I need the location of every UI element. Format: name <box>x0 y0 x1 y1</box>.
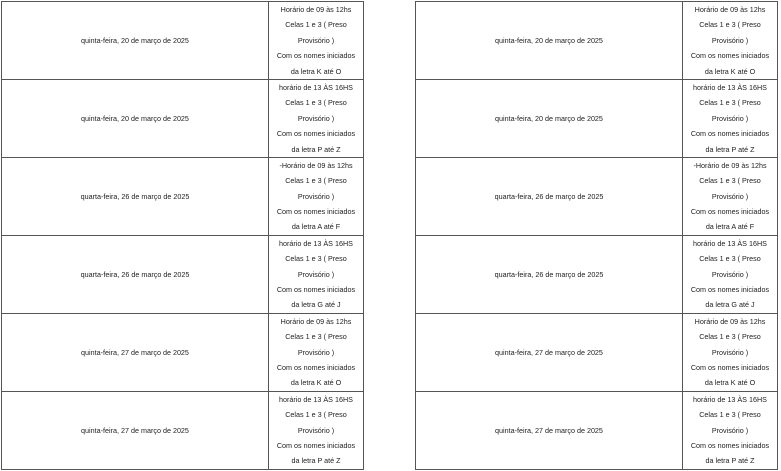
visit-info-line: -Horário de 09 às 12hs <box>279 160 353 170</box>
visit-info-line: Horário de 09 às 12hs <box>694 5 766 14</box>
visit-info-line: Celas 1 e 3 ( Preso <box>699 176 761 186</box>
schedule-row <box>416 79 778 157</box>
visit-date: quinta-feira, 27 de março de 2025 <box>2 313 269 391</box>
visit-date: quinta-feira, 27 de março de 2025 <box>2 391 269 469</box>
visit-info-line: Com os nomes iniciados <box>690 440 770 450</box>
visit-info-line: da letra K até O <box>290 378 342 388</box>
visit-date: quinta-feira, 20 de março de 2025 <box>2 79 269 157</box>
visit-info-line: Com os nomes iniciados <box>690 207 770 217</box>
visit-info-line: Horário de 09 às 12hs <box>280 5 352 14</box>
visit-date: quarta-feira, 26 de março de 2025 <box>416 235 683 313</box>
visit-info <box>683 313 778 391</box>
visit-date: quinta-feira, 20 de março de 2025 <box>416 2 683 80</box>
visit-info <box>269 79 364 157</box>
visit-info <box>269 157 364 235</box>
visit-info-line: Celas 1 e 3 ( Preso <box>699 410 761 420</box>
visit-info-line: Provisório ) <box>711 35 749 45</box>
visit-info-line: da letra A até F <box>291 222 341 232</box>
schedule-row <box>416 157 778 235</box>
visit-info <box>683 235 778 313</box>
visit-info-line: Provisório ) <box>297 347 335 357</box>
visit-info-line: Provisório ) <box>711 347 749 357</box>
visit-info-line: da letra G até J <box>705 300 755 310</box>
schedule-row <box>2 235 364 313</box>
visit-info-line: horário de 13 ÀS 16HS <box>279 82 353 92</box>
visit-info-line: Celas 1 e 3 ( Preso <box>699 20 761 30</box>
visit-info-line: da letra K até O <box>290 66 342 76</box>
visit-info-line: Provisório ) <box>711 113 749 123</box>
visit-info-line: Provisório ) <box>297 35 335 45</box>
visit-info-line: Celas 1 e 3 ( Preso <box>699 254 761 264</box>
visit-info-line: Com os nomes iniciados <box>276 207 356 217</box>
visit-info-line: da letra G até J <box>291 300 341 310</box>
visit-info <box>269 313 364 391</box>
visit-info-line: Com os nomes iniciados <box>690 129 770 139</box>
schedule-table-body <box>2 2 364 470</box>
visit-info-line: -Horário de 09 às 12hs <box>693 160 767 170</box>
visit-date: quarta-feira, 26 de março de 2025 <box>2 235 269 313</box>
visit-info <box>269 2 364 80</box>
visit-info-line: Horário de 09 às 12hs <box>280 316 352 326</box>
visit-info-line: Celas 1 e 3 ( Preso <box>699 332 761 342</box>
visit-info-line: Provisório ) <box>297 191 335 201</box>
visit-info-line: Com os nomes iniciados <box>276 129 356 139</box>
visit-info <box>683 157 778 235</box>
visit-info-line: Provisório ) <box>711 425 749 435</box>
visit-date: quarta-feira, 26 de março de 2025 <box>416 157 683 235</box>
visit-info-line: Com os nomes iniciados <box>276 362 356 372</box>
visit-info-line: Provisório ) <box>297 269 335 279</box>
visit-date: quinta-feira, 27 de março de 2025 <box>416 391 683 469</box>
visit-info-line: horário de 13 ÀS 16HS <box>279 394 353 404</box>
visit-info-line: Provisório ) <box>711 191 749 201</box>
visit-info-line: Provisório ) <box>297 113 335 123</box>
visit-info <box>683 391 778 469</box>
visit-info-line: Celas 1 e 3 ( Preso <box>285 176 347 186</box>
schedule-row <box>2 391 364 469</box>
visit-info <box>269 391 364 469</box>
visit-info-line: da letra P até Z <box>705 456 755 466</box>
visit-info-line: Com os nomes iniciados <box>690 51 770 61</box>
visit-info-line: Celas 1 e 3 ( Preso <box>285 98 347 108</box>
visit-info-line: da letra K até O <box>704 378 756 388</box>
visit-info-line: Com os nomes iniciados <box>690 285 770 295</box>
schedule-table-right <box>415 1 778 470</box>
visit-date: quinta-feira, 20 de março de 2025 <box>416 79 683 157</box>
visit-info-line: Com os nomes iniciados <box>276 285 356 295</box>
schedule-table-left <box>1 1 364 470</box>
visit-info-line: horário de 13 ÀS 16HS <box>693 394 767 404</box>
schedule-row <box>2 79 364 157</box>
visit-info-line: horário de 13 ÀS 16HS <box>279 238 353 248</box>
visit-info-line: Celas 1 e 3 ( Preso <box>285 332 347 342</box>
visit-info-line: Com os nomes iniciados <box>690 362 770 372</box>
visit-info-line: horário de 13 ÀS 16HS <box>693 238 767 248</box>
visit-date: quarta-feira, 26 de março de 2025 <box>2 157 269 235</box>
schedule-row <box>2 157 364 235</box>
visit-info-line: Celas 1 e 3 ( Preso <box>285 254 347 264</box>
visit-info-line: da letra K até O <box>704 66 756 76</box>
visit-info-line: Com os nomes iniciados <box>276 440 356 450</box>
visit-info <box>683 79 778 157</box>
visit-info <box>683 2 778 80</box>
schedule-row <box>2 2 364 80</box>
visit-info-line: horário de 13 ÀS 16HS <box>693 82 767 92</box>
schedule-table-body <box>416 2 778 470</box>
visit-date: quinta-feira, 27 de março de 2025 <box>416 313 683 391</box>
visit-info-line: da letra P até Z <box>291 144 341 154</box>
visit-info-line: Celas 1 e 3 ( Preso <box>699 98 761 108</box>
schedule-row <box>416 235 778 313</box>
visit-info-line: da letra P até Z <box>705 144 755 154</box>
visit-info-line: Horário de 09 às 12hs <box>694 316 766 326</box>
visit-info-line: Celas 1 e 3 ( Preso <box>285 410 347 420</box>
schedule-row <box>416 2 778 80</box>
visit-info-line: Provisório ) <box>711 269 749 279</box>
visit-info-line: Provisório ) <box>297 425 335 435</box>
visit-info-line: Com os nomes iniciados <box>276 51 356 61</box>
visit-info-line: da letra P até Z <box>291 456 341 466</box>
visit-info <box>269 235 364 313</box>
schedule-row <box>2 313 364 391</box>
visit-info-line: Celas 1 e 3 ( Preso <box>285 20 347 30</box>
schedule-row <box>416 313 778 391</box>
schedule-row <box>416 391 778 469</box>
visit-info-line: da letra A até F <box>705 222 755 232</box>
visit-date: quinta-feira, 20 de março de 2025 <box>2 2 269 80</box>
